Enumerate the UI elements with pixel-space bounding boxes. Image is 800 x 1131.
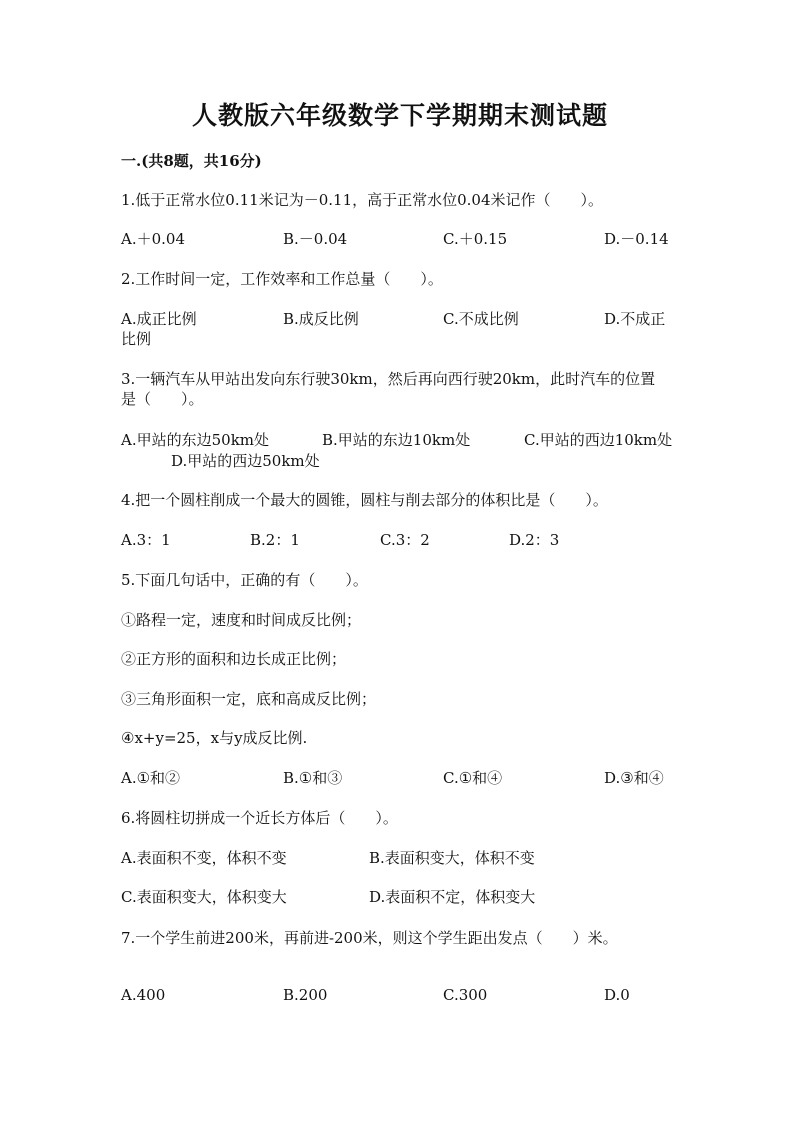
q3-option-d[interactable]: D.甲站的西边50km处 xyxy=(171,452,320,470)
page-title: 人教版六年级数学下学期期末测试题 xyxy=(191,101,608,130)
q2-option-c[interactable]: C.不成比例 xyxy=(443,310,519,328)
q4-option-b[interactable]: B.2：1 xyxy=(250,531,300,549)
question-3-text: 3.一辆汽车从甲站出发向东行驶30km，然后再向西行驶20km，此时汽车的位置 xyxy=(121,370,656,388)
q2-option-a[interactable]: A.成正比例 xyxy=(121,310,197,328)
q5-statement-1: ①路程一定，速度和时间成反比例； xyxy=(121,611,362,629)
q5-option-a[interactable]: A.①和② xyxy=(121,769,181,787)
q2-option-d[interactable]: D.不成正 xyxy=(604,310,666,328)
q1-option-a[interactable]: A.＋0.04 xyxy=(121,230,185,248)
question-2-text: 2.工作时间一定，工作效率和工作总量（ ）。 xyxy=(121,270,443,288)
q5-option-c[interactable]: C.①和④ xyxy=(443,769,503,787)
question-3-text-line2: 是（ ）。 xyxy=(121,390,204,408)
q6-option-d[interactable]: D.表面积不定，体积变大 xyxy=(369,888,536,906)
q4-option-a[interactable]: A.3：1 xyxy=(121,531,171,549)
question-6-text: 6.将圆柱切拼成一个近长方体后（ ）。 xyxy=(121,809,398,827)
q6-option-a[interactable]: A.表面积不变，体积不变 xyxy=(121,849,287,867)
q3-option-b[interactable]: B.甲站的东边10km处 xyxy=(322,431,471,449)
q3-option-c[interactable]: C.甲站的西边10km处 xyxy=(524,431,673,449)
q1-option-b[interactable]: B.－0.04 xyxy=(283,230,348,248)
q7-option-b[interactable]: B.200 xyxy=(283,986,328,1004)
q4-option-c[interactable]: C.3：2 xyxy=(380,531,430,549)
q2-option-b[interactable]: B.成反比例 xyxy=(283,310,359,328)
q5-statement-2: ②正方形的面积和边长成正比例； xyxy=(121,650,347,668)
q6-option-c[interactable]: C.表面积变大，体积变大 xyxy=(121,888,287,906)
q7-option-a[interactable]: A.400 xyxy=(121,986,166,1004)
q5-statement-3: ③三角形面积一定，底和高成反比例； xyxy=(121,690,377,708)
q1-option-d[interactable]: D.－0.14 xyxy=(604,230,669,248)
q5-statement-4: ④x+y=25，x与y成反比例. xyxy=(121,729,308,747)
q1-option-c[interactable]: C.＋0.15 xyxy=(443,230,508,248)
q7-option-d[interactable]: D.0 xyxy=(604,986,630,1004)
q4-option-d[interactable]: D.2：3 xyxy=(509,531,560,549)
question-4-text: 4.把一个圆柱削成一个最大的圆锥，圆柱与削去部分的体积比是（ ）。 xyxy=(121,491,608,509)
question-7-text: 7.一个学生前进200米，再前进-200米，则这个学生距出发点（ ）米。 xyxy=(121,929,618,947)
q2-option-d-wrap[interactable]: 比例 xyxy=(121,330,152,348)
q7-option-c[interactable]: C.300 xyxy=(443,986,488,1004)
q5-option-d[interactable]: D.③和④ xyxy=(604,769,664,787)
q6-option-b[interactable]: B.表面积变大，体积不变 xyxy=(369,849,535,867)
q5-option-b[interactable]: B.①和③ xyxy=(283,769,343,787)
section-header: 一.(共8题，共16分) xyxy=(121,152,262,170)
question-1-text: 1.低于正常水位0.11米记为－0.11，高于正常水位0.04米记作（ ）。 xyxy=(121,191,604,209)
question-5-text: 5.下面几句话中，正确的有（ ）。 xyxy=(121,571,368,589)
q3-option-a[interactable]: A.甲站的东边50km处 xyxy=(121,431,270,449)
